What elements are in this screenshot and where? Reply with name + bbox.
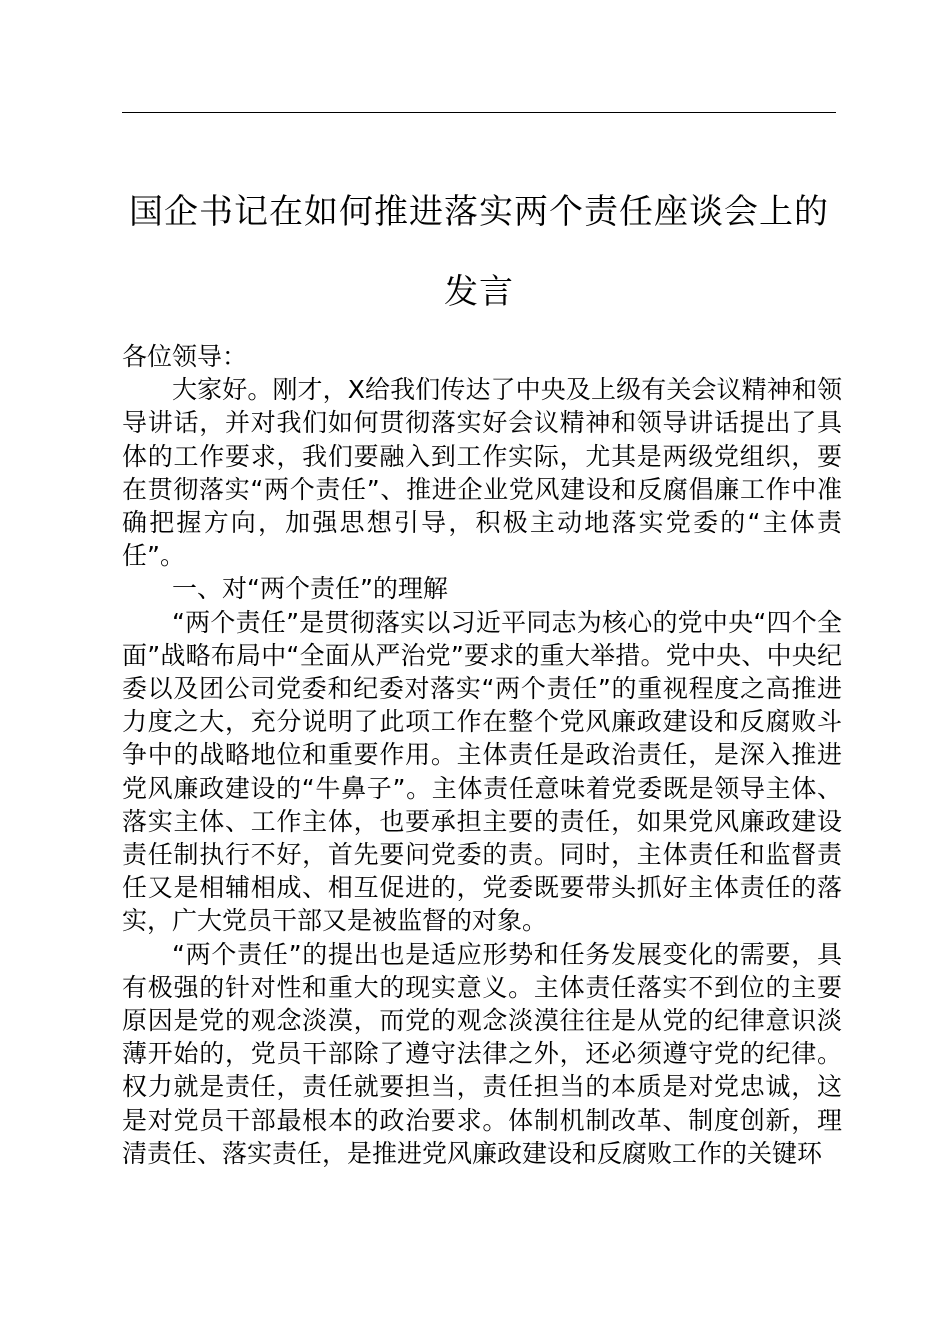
paragraph-opening: 大家好。刚才，X给我们传达了中央及上级有关会议精神和领导讲话，并对我们如何贯彻落实好会议精神和领导讲话提出了具体的工作要求，我们要融入到工作实际，尤其是两级党组织，要在贯彻落实“两个责任”、推进企业党风建设和反腐倡廉工作中准确把握方向，加强思想引导，积极主动地落实党委的“主体责任”。: [122, 375, 842, 571]
salutation: 各位领导：: [122, 342, 248, 371]
document-body: [122, 340, 842, 1170]
paragraph-situation: “两个责任”的提出也是适应形势和任务发展变化的需要，具有极强的针对性和重大的现实意义。主体责任落实不到位的主要原因是党的观念淡漠，而党的观念淡漠往往是从党的纪律意识淡薄开始的，党员干部除了遵守法律之外，还必须遵守党的纪律。权力就是责任，责任就要担当，责任担当的本质是对党忠诚，这是对党员干部最根本的政治要求。体制机制改革、制度创新，理清责任、落实责任，是推进党风廉政建设和反腐败工作的关键环: [122, 939, 842, 1168]
section-heading-1: 一、对“两个责任”的理解: [172, 574, 448, 604]
paragraph-two-responsibilities: “两个责任”是贯彻落实以习近平同志为核心的党中央“四个全面”战略布局中“全面从严治党”要求的重大举措。党中央、中央纪委以及团公司党委和纪委对落实“两个责任”的重视程度之高推进力度之大，充分说明了此项工作在整个党风廉政建设和反腐败斗争中的战略地位和重要作用。主体责任是政治责任，是深入推进党风廉政建设的“牛鼻子”。主体责任意味着党委既是领导主体、落实主体、工作主体，也要承担主要的责任，如果党风廉政建设责任制执行不好，首先要问党委的责。同时，主体责任和监督责任又是相辅相成、相互促进的，党委既要带头抓好主体责任的落实，广大党员干部又是被监督的对象。: [122, 607, 842, 936]
title-line-2: 发言: [444, 272, 514, 312]
header-rule: [122, 112, 836, 113]
document-title: [122, 172, 836, 332]
title-line-1: 国企书记在如何推进落实两个责任座谈会上的: [129, 192, 829, 232]
